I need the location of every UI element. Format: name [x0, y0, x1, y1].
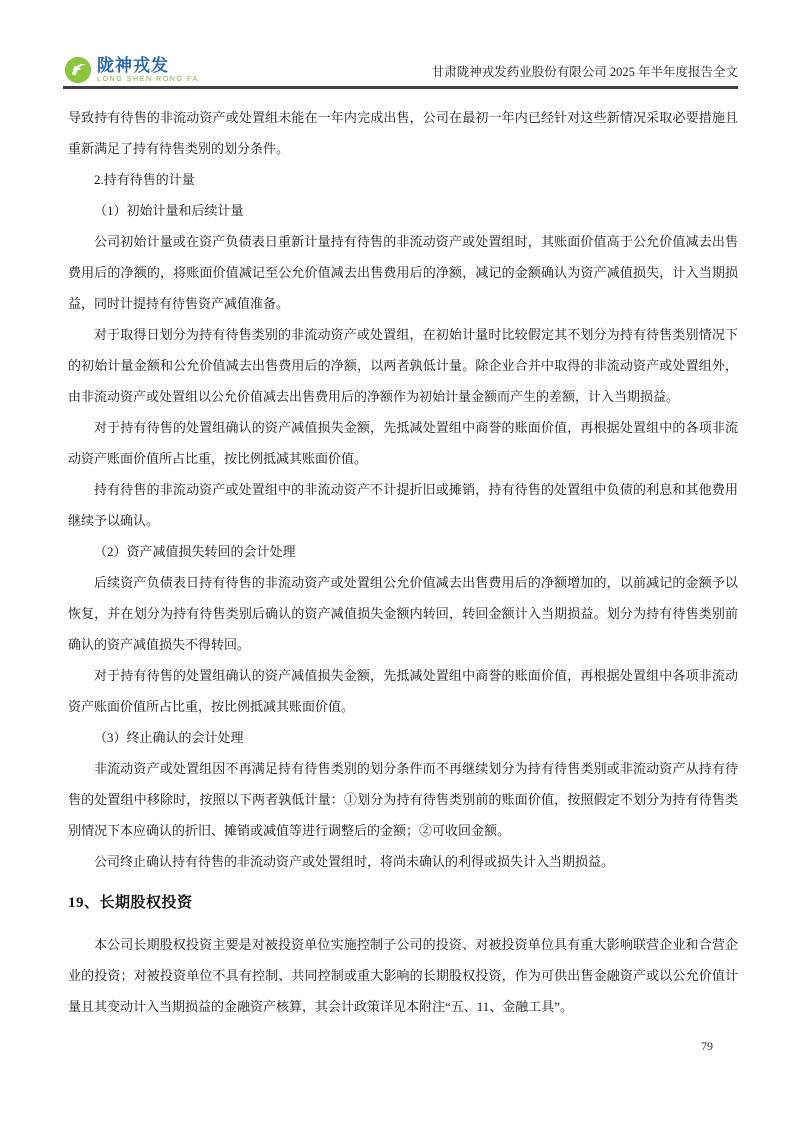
paragraph: 对于持有待售的处置组确认的资产减值损失金额，先抵减处置组中商誉的账面价值，再根据处置组中的各项非流动资产账面价值所占比重，按比例抵减其账面价值。: [68, 420, 738, 466]
page-header: [64, 40, 738, 86]
paragraph: 本公司长期股权投资主要是对被投资单位实施控制子公司的投资、对被投资单位具有重大影响联营企业和合营企业的投资；对被投资单位不具有控制、共同控制或重大影响的长期股权投资，作为可供出售金融资产或以公允价值计量且其变动计入当期损益的金融资产核算，其会计政策详见本附注“五、11、金融工具”。: [68, 937, 738, 1014]
document-body: [68, 102, 738, 1022]
paragraph: 对于持有待售的处置组确认的资产减值损失金额，先抵减处置组中商誉的账面价值，再根据处置组中各项非流动资产账面价值所占比重，按比例抵减其账面价值。: [68, 668, 738, 714]
paragraph: （2）资产减值损失转回的会计处理: [94, 544, 296, 559]
paragraph: 后续资产负债表日持有待售的非流动资产或处置组公允价值减去出售费用后的净额增加的，以前减记的金额予以恢复，并在划分为持有待售类别后确认的资产减值损失金额内转回，转回金额计入当期损益。划分为持有待售类别前确认的资产减值损失不得转回。: [68, 575, 738, 652]
paragraph: 公司初始计量或在资产负债表日重新计量持有待售的非流动资产或处置组时，其账面价值高于公允价值减去出售费用后的净额的，将账面价值减记至公允价值减去出售费用后的净额，减记的金额确认为资产减值损失，计入当期损益，同时计提持有待售资产减值准备。: [68, 234, 738, 311]
paragraph: 非流动资产或处置组因不再满足持有待售类别的划分条件而不再继续划分为持有待售类别或非流动资产从持有待售的处置组中移除时，按照以下两者孰低计量：①划分为持有待售类别前的账面价值，按照假定不划分为持有待售类别情况下本应确认的折旧、摊销或减值等进行调整后的金额；②可收回金额。: [68, 761, 738, 838]
paragraph: 公司终止确认持有待售的非流动资产或处置组时，将尚未确认的利得或损失计入当期损益。: [94, 854, 615, 869]
logo-brand-en: LONG SHEN RONG FA: [97, 76, 199, 83]
logo-mark-icon: [64, 56, 92, 84]
page-footer: [701, 1039, 713, 1054]
paragraph: 2.持有待售的计量: [94, 172, 195, 187]
logo-brand-cn: 陇神戎发: [97, 56, 169, 75]
header-divider: [63, 86, 738, 89]
section-heading: 19、长期股权投资: [68, 895, 193, 911]
logo-text: [97, 57, 199, 83]
paragraph: （1）初始计量和后续计量: [94, 203, 244, 218]
paragraph: 持有待售的非流动资产或处置组中的非流动资产不计提折旧或摊销，持有待售的处置组中负债的利息和其他费用继续予以确认。: [68, 482, 738, 528]
page-number: 79: [701, 1039, 713, 1053]
company-logo: [64, 56, 199, 86]
paragraph: （3）终止确认的会计处理: [94, 730, 244, 745]
document-title: 甘肃陇神戎发药业股份有限公司 2025 年半年度报告全文: [431, 65, 738, 79]
paragraph: 对于取得日划分为持有待售类别的非流动资产或处置组，在初始计量时比较假定其不划分为持有待售类别情况下的初始计量金额和公允价值减去出售费用后的净额，以两者孰低计量。除企业合并中取得的非流动资产或处置组外，由非流动资产或处置组以公允价值减去出售费用后的净额作为初始计量金额而产生的差额，计入当期损益。: [68, 327, 738, 404]
paragraph: 导致持有待售的非流动资产或处置组未能在一年内完成出售，公司在最初一年内已经针对这些新情况采取必要措施且重新满足了持有待售类别的划分条件。: [68, 110, 738, 156]
